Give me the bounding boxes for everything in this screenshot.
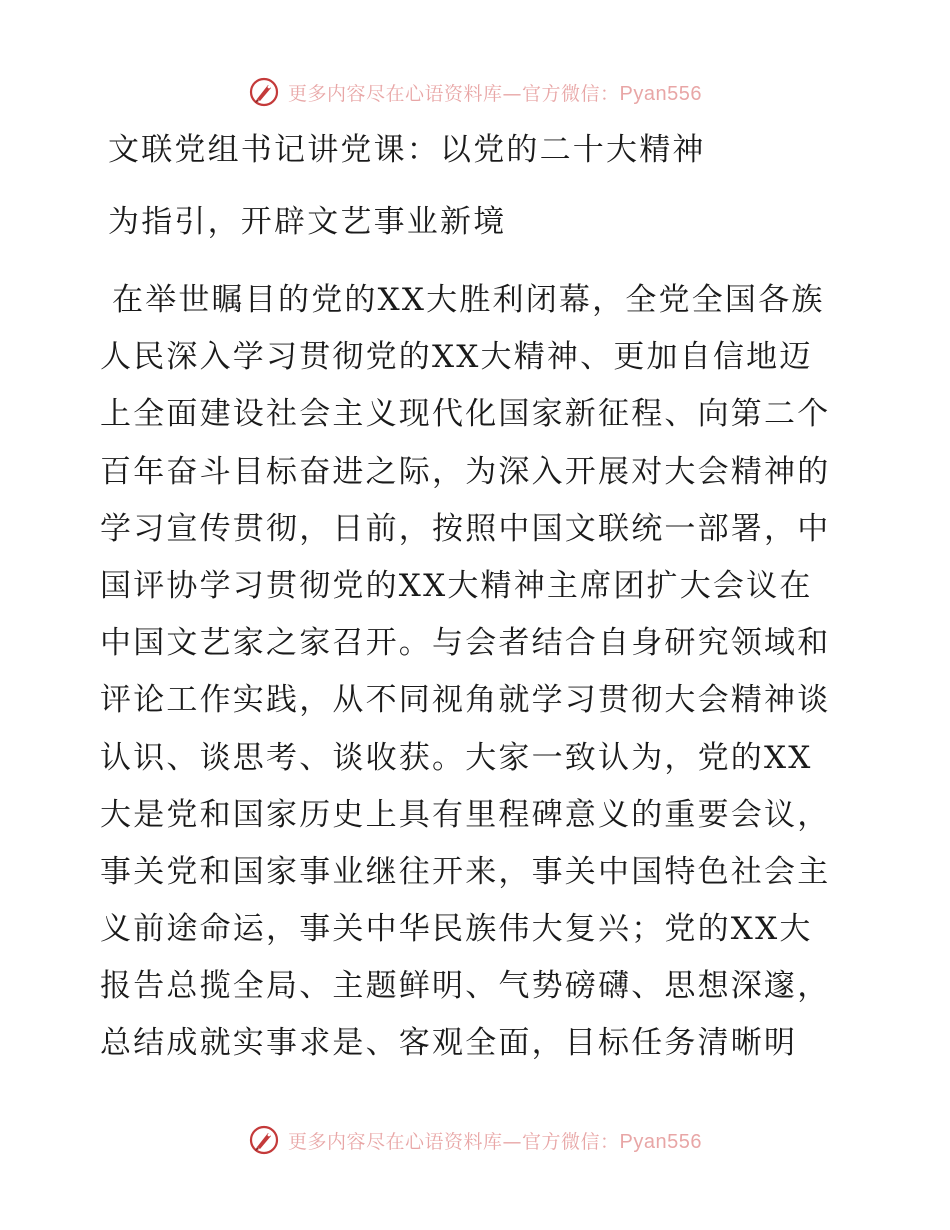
body-line: 认识、谈思考、谈收获。大家一致认为，党的XX <box>100 739 813 776</box>
watermark-label: 官方微信： <box>522 1130 620 1153</box>
body-line: 国评协学习贯彻党的XX大精神主席团扩大会议在 <box>100 567 813 604</box>
document-title-line-2: 为指引，开辟文艺事业新境 <box>108 204 507 240</box>
body-line: 总结成就实事求是、客观全面，目标任务清晰明 <box>100 1025 798 1062</box>
body-line: 上全面建设社会主义现代化国家新征程、向第二个 <box>100 396 831 433</box>
pen-nib-circle-icon <box>248 1124 280 1156</box>
watermark-dash: — <box>502 82 523 105</box>
watermark-site-text: 更多内容尽在心语资料库 <box>288 1130 503 1153</box>
body-line: 在举世瞩目的党的XX大胜利闭幕，全党全国各族 <box>112 282 825 318</box>
body-line: 评论工作实践，从不同视角就学习贯彻大会精神谈 <box>100 682 831 719</box>
body-paragraph <box>100 272 852 1073</box>
watermark-account: Pyan556 <box>619 82 702 105</box>
pen-nib-circle-icon <box>248 76 280 108</box>
body-line: 人民深入学习贯彻党的XX大精神、更加自信地迈 <box>100 339 813 376</box>
watermark-dash: — <box>502 1130 523 1153</box>
watermark-site-text: 更多内容尽在心语资料库 <box>288 82 503 105</box>
body-line: 大是党和国家历史上具有里程碑意义的重要会议， <box>100 796 831 833</box>
body-line: 学习宣传贯彻，日前，按照中国文联统一部署，中 <box>100 510 831 547</box>
watermark-label: 官方微信： <box>522 82 620 105</box>
body-line: 事关党和国家事业继往开来，事关中国特色社会主 <box>100 853 831 890</box>
watermark-header <box>0 72 950 112</box>
watermark-text <box>288 79 702 106</box>
body-line: 报告总揽全局、主题鲜明、气势磅礴、思想深邃， <box>100 968 831 1005</box>
document-title-line-1: 文联党组书记讲党课：以党的二十大精神 <box>108 132 706 168</box>
body-line: 义前途命运，事关中华民族伟大复兴；党的XX大 <box>100 911 813 948</box>
body-line: 中国文艺家之家召开。与会者结合自身研究领域和 <box>100 625 831 662</box>
body-line: 百年奋斗目标奋进之际，为深入开展对大会精神的 <box>100 453 831 490</box>
watermark-footer <box>0 1120 950 1160</box>
watermark-account: Pyan556 <box>619 1130 702 1153</box>
watermark-text <box>288 1127 702 1154</box>
